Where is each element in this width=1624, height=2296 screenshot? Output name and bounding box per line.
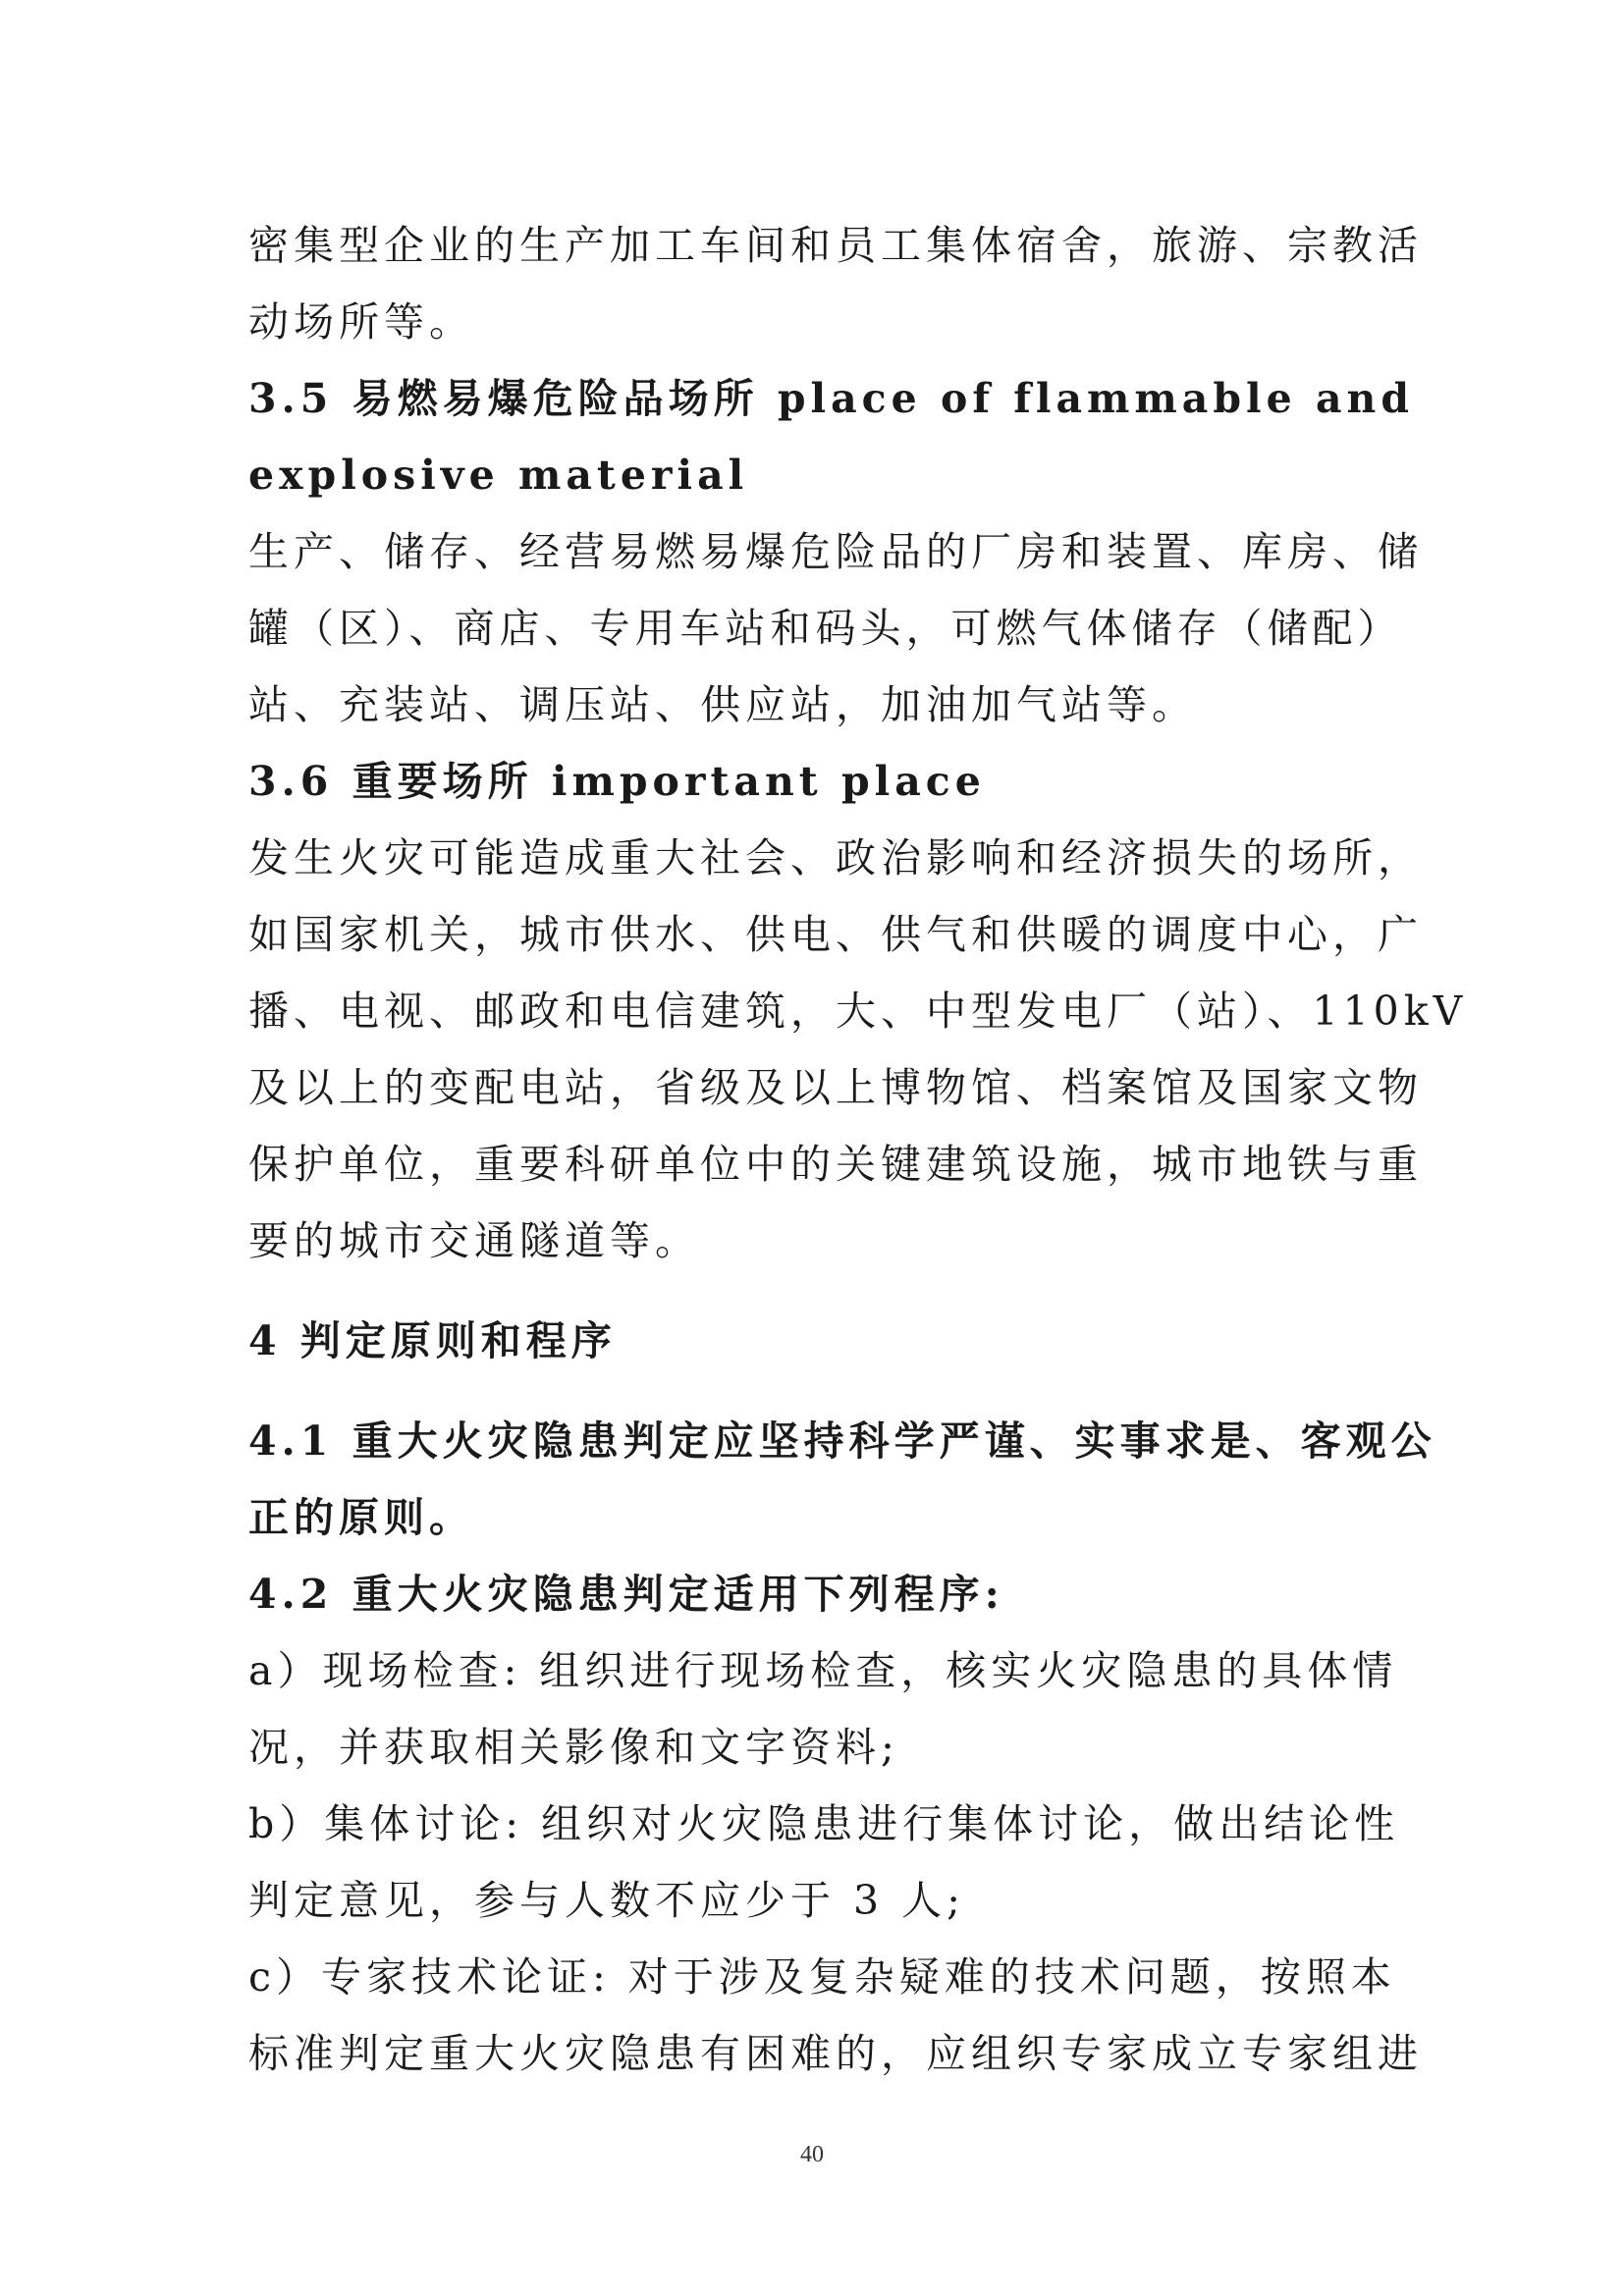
section-heading-3-5: 3.5 易燃易爆危险品场所 place of flammable and [248,375,1415,422]
clause-4-2: 4.2 重大火灾隐患判定适用下列程序: [248,1571,1004,1618]
clause-4-1-cont: 正的原则。 [248,1494,474,1541]
list-item-c: c）专家技术论证: 对于涉及复杂疑难的技术问题，按照本 [248,1953,1396,2001]
list-item-c-cont: 标准判定重大火灾隐患有困难的，应组织专家成立专家组进 [248,2030,1423,2077]
text-line: 生产、储存、经营易燃易爆危险品的厂房和装置、库房、储 [248,528,1423,575]
section-heading-3-6: 3.6 重要场所 important place [248,758,986,805]
text-line: 罐（区）、商店、专用车站和码头，可燃气体储存（储配） [248,605,1403,652]
text-line: 要的城市交通隧道等。 [248,1217,700,1264]
text-line: 发生火灾可能造成重大社会、政治影响和经济损失的场所， [248,834,1423,881]
page-number: 40 [800,2142,824,2167]
section-heading-3-5-cont: explosive material [248,452,749,499]
text-line: 动场所等。 [248,298,474,346]
text-line: 密集型企业的生产加工车间和员工集体宿舍，旅游、宗教活 [248,222,1423,269]
clause-4-1: 4.1 重大火灾隐患判定应坚持科学严谨、实事求是、客观公 [248,1417,1436,1465]
list-item-a-cont: 况，并获取相关影像和文字资料; [248,1724,899,1771]
text-line: 播、电视、邮政和电信建筑，大、中型发电厂（站）、110kV [248,988,1468,1035]
text-line: 站、充装站、调压站、供应站，加油加气站等。 [248,681,1197,728]
list-item-b-cont: 判定意见，参与人数不应少于 3 人; [248,1877,965,1924]
list-item-b: b）集体讨论: 组织对火灾隐患进行集体讨论，做出结论性 [248,1800,1400,1847]
text-line: 如国家机关，城市供水、供电、供气和供暖的调度中心，广 [248,911,1423,958]
text-line: 保护单位，重要科研单位中的关键建筑设施，城市地铁与重 [248,1141,1423,1188]
chapter-heading-4: 4 判定原则和程序 [248,1317,617,1364]
list-item-a: a）现场检查: 组织进行现场检查，核实火灾隐患的具体情 [248,1647,1398,1694]
text-line: 及以上的变配电站，省级及以上博物馆、档案馆及国家文物 [248,1064,1423,1111]
